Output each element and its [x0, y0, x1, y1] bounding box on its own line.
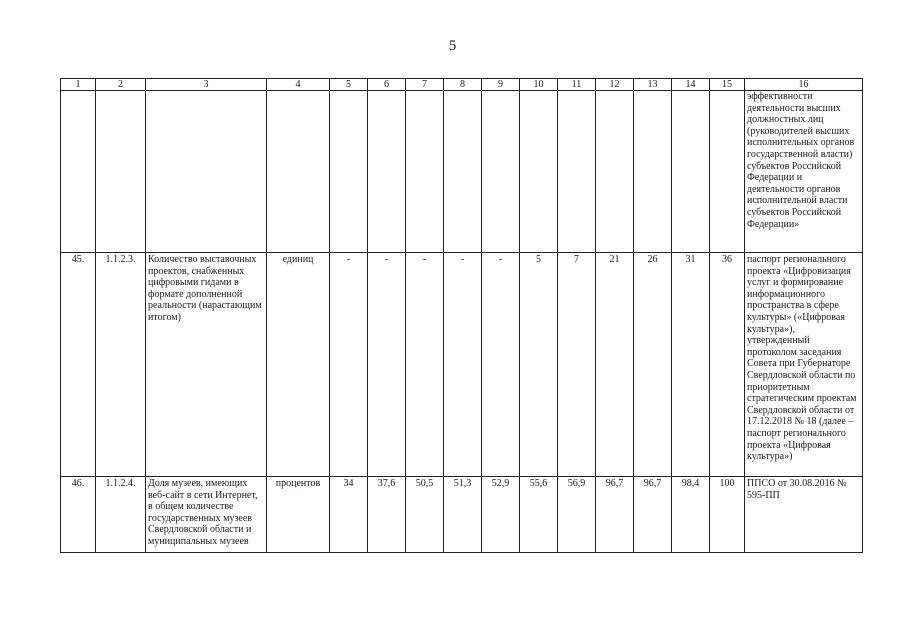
indicator-name: Доля музеев, имеющих веб-сайт в сети Интернет, в общем количестве государственных музеев Свердловской области и муниципальных музеев [146, 477, 267, 553]
value-cell: 51,3 [444, 477, 482, 553]
value-cell: 31 [672, 253, 710, 477]
value-cell: - [330, 253, 368, 477]
value-cell: - [444, 253, 482, 477]
row-code: 1.1.2.4. [96, 477, 146, 553]
value-cell: 34 [330, 477, 368, 553]
header-cell: 2 [96, 79, 146, 91]
table-row-continuation [61, 91, 863, 253]
value-cell: 56,9 [558, 477, 596, 553]
header-cell: 3 [146, 79, 267, 91]
source-cell: паспорт регионального проекта «Цифровизация услуг и формирование информационного пространства в сфере культуры» («Цифровая культура»), утвержденный протоколом заседания Совета при Губернаторе Свердловской области по приоритетным стратегическим проектам Свердловской области от 17.12.2018 № 18 (далее – паспорт регионального проекта «Цифровая культура») [745, 253, 863, 477]
header-cell: 6 [368, 79, 406, 91]
value-cell: 50,5 [406, 477, 444, 553]
source-cell: эффективности деятельности высших должностных лиц (руководителей высших исполнительных органов государственной власти) субъектов Российской Федерации и деятельности органов исполнительной власти субъектов Российской Федерации» [745, 91, 863, 253]
value-cell: 52,9 [482, 477, 520, 553]
value-cell: 37,6 [368, 477, 406, 553]
unit-cell: процентов [267, 477, 330, 553]
value-cell: 100 [710, 477, 745, 553]
value-cell: - [482, 253, 520, 477]
row-number: 46. [61, 477, 96, 553]
table-row [61, 253, 863, 477]
header-cell: 4 [267, 79, 330, 91]
header-cell: 13 [634, 79, 672, 91]
value-cell: 96,7 [596, 477, 634, 553]
header-cell: 8 [444, 79, 482, 91]
header-cell: 14 [672, 79, 710, 91]
header-cell: 1 [61, 79, 96, 91]
indicator-name: Количество выставочных проектов, снабженных цифровыми гидами в формате дополненной реальности (нарастающим итогом) [146, 253, 267, 477]
table-header-row [61, 79, 863, 91]
value-cell: 96,7 [634, 477, 672, 553]
value-cell: 5 [520, 253, 558, 477]
header-cell: 16 [745, 79, 863, 91]
value-cell: - [406, 253, 444, 477]
row-number: 45. [61, 253, 96, 477]
unit-cell: единиц [267, 253, 330, 477]
header-cell: 5 [330, 79, 368, 91]
header-cell: 9 [482, 79, 520, 91]
value-cell: 26 [634, 253, 672, 477]
row-code: 1.1.2.3. [96, 253, 146, 477]
table-row [61, 477, 863, 553]
header-cell: 12 [596, 79, 634, 91]
value-cell: 7 [558, 253, 596, 477]
value-cell: 36 [710, 253, 745, 477]
value-cell: 21 [596, 253, 634, 477]
value-cell: 98,4 [672, 477, 710, 553]
header-cell: 7 [406, 79, 444, 91]
header-cell: 10 [520, 79, 558, 91]
page-number: 5 [448, 38, 457, 54]
value-cell: 55,6 [520, 477, 558, 553]
source-cell: ППСО от 30.08.2016 № 595-ПП [745, 477, 863, 553]
header-cell: 11 [558, 79, 596, 91]
indicators-table [60, 78, 863, 553]
value-cell: - [368, 253, 406, 477]
header-cell: 15 [710, 79, 745, 91]
